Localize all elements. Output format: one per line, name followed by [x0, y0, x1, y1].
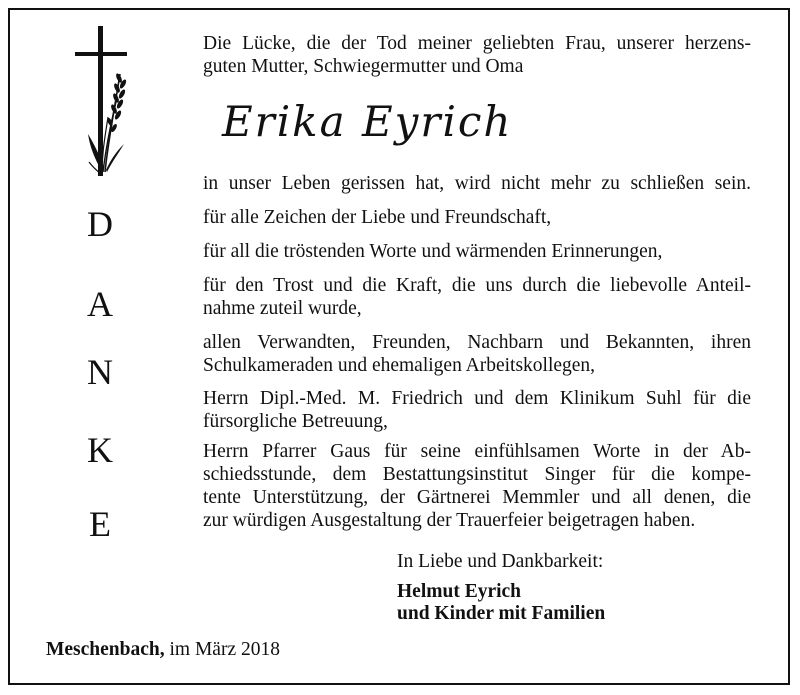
text-line: in unser Leben gerissen hat, wird nicht mehr zu schließen sein.: [203, 173, 751, 194]
danke-letter-e: E: [89, 504, 111, 544]
text-line: für all die tröstenden Worte und wärmenden Erinnerungen,: [203, 241, 663, 262]
main-text-line-1: [203, 172, 751, 195]
main-text-paragraph-6: [203, 387, 751, 433]
text-line: Herrn Dipl.-Med. M. Friedrich und dem Klinikum Suhl für die: [203, 388, 751, 409]
main-text-paragraph-7: [203, 440, 751, 532]
text-line: allen Verwandten, Freunden, Nachbarn und Bekannten, ihren: [203, 332, 751, 353]
intro-line-2: guten Mutter, Schwiegermutter und Oma: [203, 56, 524, 77]
deceased-name: Erika Eyrich: [222, 97, 513, 146]
danke-letter-a: A: [87, 284, 113, 324]
intro-line-1: Die Lücke, die der Tod meiner geliebten Frau, unserer herzens-: [203, 33, 751, 54]
danke-letter-n: N: [87, 352, 113, 392]
cross-with-wheat-icon: [72, 22, 142, 182]
place: Meschenbach,: [46, 639, 165, 660]
text-line: zur würdigen Ausgestaltung der Trauerfeier beigetragen haben.: [203, 510, 696, 531]
main-text-paragraph-5: [203, 331, 751, 377]
text-line: für den Trost und die Kraft, die uns durch die liebevolle Anteil-: [203, 275, 751, 296]
main-text-paragraph-4: [203, 274, 751, 320]
text-line: fürsorgliche Betreuung,: [203, 411, 388, 432]
text-line: Herrn Pfarrer Gaus für seine einfühlsamen Worte in der Ab-: [203, 441, 751, 462]
signer-family: und Kinder mit Familien: [397, 603, 606, 624]
text-line: tente Unterstützung, der Gärtnerei Memmler und all denen, die: [203, 487, 751, 508]
place-date: [46, 638, 280, 661]
danke-letter-k: K: [87, 430, 113, 470]
signer-name: Helmut Eyrich: [397, 581, 522, 602]
closing-greeting: In Liebe und Dankbarkeit:: [397, 551, 604, 572]
text-line: schiedsstunde, dem Bestattungsinstitut Singer für die kompe-: [203, 464, 751, 485]
danke-letter-d: D: [87, 204, 113, 244]
main-text-line-3: [203, 240, 751, 263]
intro-paragraph: [203, 32, 751, 78]
date: im März 2018: [169, 639, 280, 660]
text-line: Schulkameraden und ehemaligen Arbeitskollegen,: [203, 355, 596, 376]
text-line: für alle Zeichen der Liebe und Freundschaft,: [203, 207, 552, 228]
main-text-line-2: [203, 206, 751, 229]
text-line: nahme zuteil wurde,: [203, 298, 362, 319]
